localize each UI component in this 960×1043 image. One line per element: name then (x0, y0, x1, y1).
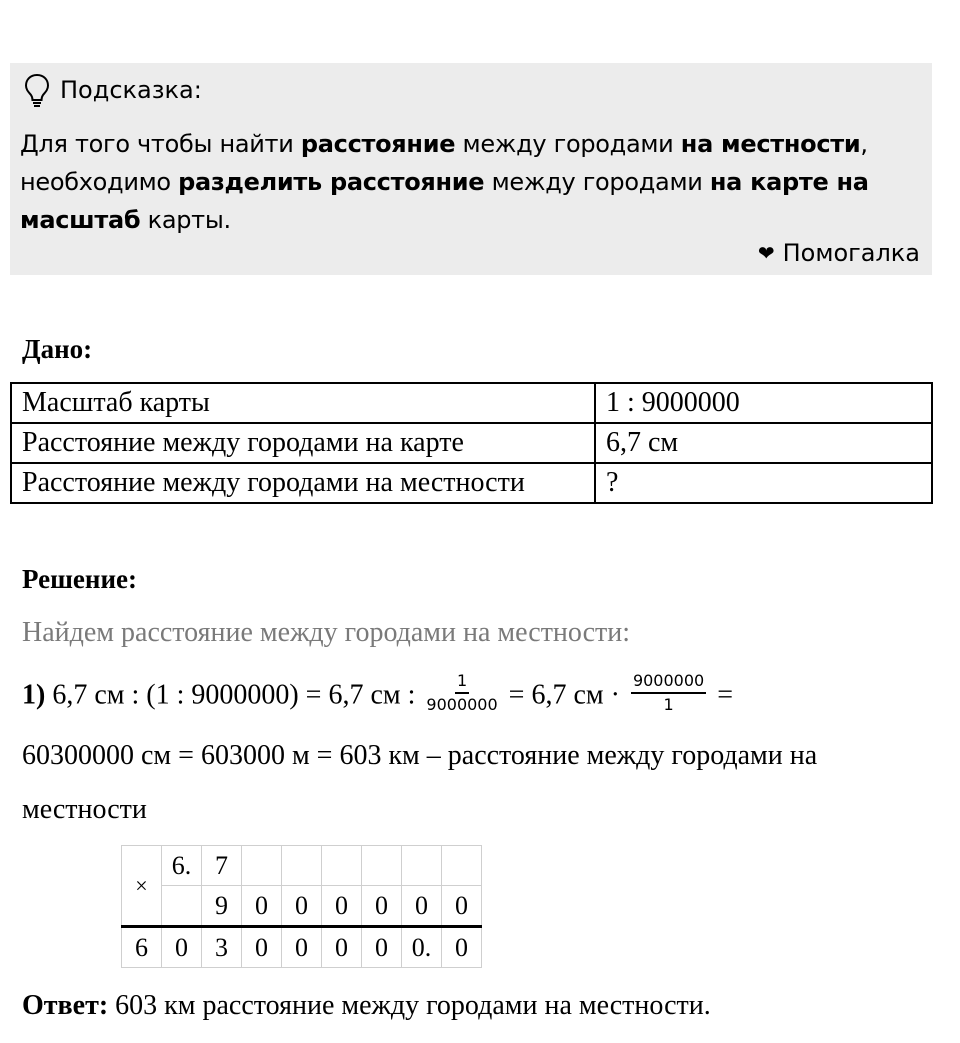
step-text: = (710, 679, 733, 711)
grid-cell: 0 (402, 886, 442, 927)
hint-bold: на местности (680, 130, 861, 158)
hint-text-part: между городами (484, 168, 710, 196)
given-label: Масштаб карты (11, 383, 595, 423)
given-label: Расстояние между городами на карте (11, 423, 595, 463)
multiplication-grid (121, 845, 482, 968)
grid-cell (162, 886, 202, 927)
grid-cell: 0 (162, 927, 202, 968)
grid-cell: 0 (282, 927, 322, 968)
grid-cell (402, 846, 442, 886)
hint-bold: разделить расстояние (178, 168, 485, 196)
hint-box (10, 63, 932, 275)
grid-row (122, 846, 482, 886)
solution-intro: Найдем расстояние между городами на местности: (22, 617, 631, 648)
grid-cell: 0 (442, 886, 482, 927)
answer-label: Ответ: (22, 990, 109, 1021)
solution-line: 60300000 см = 603000 м = 603 км – расстояние между городами на (22, 740, 818, 771)
fraction (631, 672, 706, 714)
solution-title: Решение: (22, 564, 137, 594)
fraction-denominator: 1 (663, 695, 674, 714)
grid-cell: 7 (202, 846, 242, 886)
grid-cell (322, 846, 362, 886)
table-row (11, 383, 932, 423)
step-text: = 6,7 см · (501, 679, 627, 711)
hint-text-part: необходимо (20, 168, 179, 196)
given-value: 6,7 см (595, 423, 932, 463)
given-value: 1 : 9000000 (595, 383, 932, 423)
table-row (11, 423, 932, 463)
grid-cell: 9 (202, 886, 242, 927)
grid-cell: 0 (362, 927, 402, 968)
grid-cell: 6. (162, 846, 202, 886)
grid-cell (282, 846, 322, 886)
given-value: ? (595, 463, 932, 503)
grid-cell (362, 846, 402, 886)
grid-cell: 0 (442, 927, 482, 968)
table-row (11, 463, 932, 503)
grid-cell (242, 846, 282, 886)
grid-row (122, 927, 482, 968)
fraction-denominator: 9000000 (426, 695, 498, 714)
grid-cell (442, 846, 482, 886)
hint-text-part: , (860, 130, 868, 158)
grid-cell: 0 (242, 927, 282, 968)
solution-line: местности (22, 794, 147, 825)
hint-text-part: карты. (140, 206, 231, 234)
heart-icon: ❤ (757, 241, 775, 265)
hint-bold: масштаб (20, 206, 141, 234)
solution-step (22, 671, 733, 718)
hint-header (24, 73, 202, 107)
step-text: 6,7 см : (1 : 9000000) = 6,7 см : (45, 679, 423, 711)
helper-link[interactable] (758, 239, 920, 267)
lightbulb-icon (24, 73, 50, 107)
fraction-numerator: 9000000 (631, 672, 706, 694)
given-label: Расстояние между городами на местности (11, 463, 595, 503)
grid-cell: 0 (322, 886, 362, 927)
answer (22, 990, 711, 1022)
helper-label: Помогалка (782, 239, 920, 267)
given-table (10, 382, 933, 504)
hint-bold: на карте на (709, 168, 869, 196)
grid-cell: 0 (282, 886, 322, 927)
answer-text: 603 км расстояние между городами на местности. (108, 990, 711, 1021)
grid-cell: 0. (402, 927, 442, 968)
given-title: Дано: (22, 334, 93, 364)
grid-row (122, 886, 482, 927)
grid-cell: 0 (322, 927, 362, 968)
fraction (426, 672, 497, 714)
hint-bold: расстояние (300, 130, 456, 158)
hint-text-part: между городами (455, 130, 681, 158)
hint-title: Подсказка: (60, 76, 202, 104)
grid-cell: 0 (362, 886, 402, 927)
hint-text-part: Для того чтобы найти (20, 130, 301, 158)
step-number: 1) (22, 679, 46, 711)
grid-cell: 6 (122, 927, 162, 968)
grid-cell: 0 (242, 886, 282, 927)
multiply-sign: × (122, 846, 162, 927)
fraction-numerator: 1 (455, 672, 469, 694)
hint-text (20, 125, 920, 239)
grid-cell: 3 (202, 927, 242, 968)
